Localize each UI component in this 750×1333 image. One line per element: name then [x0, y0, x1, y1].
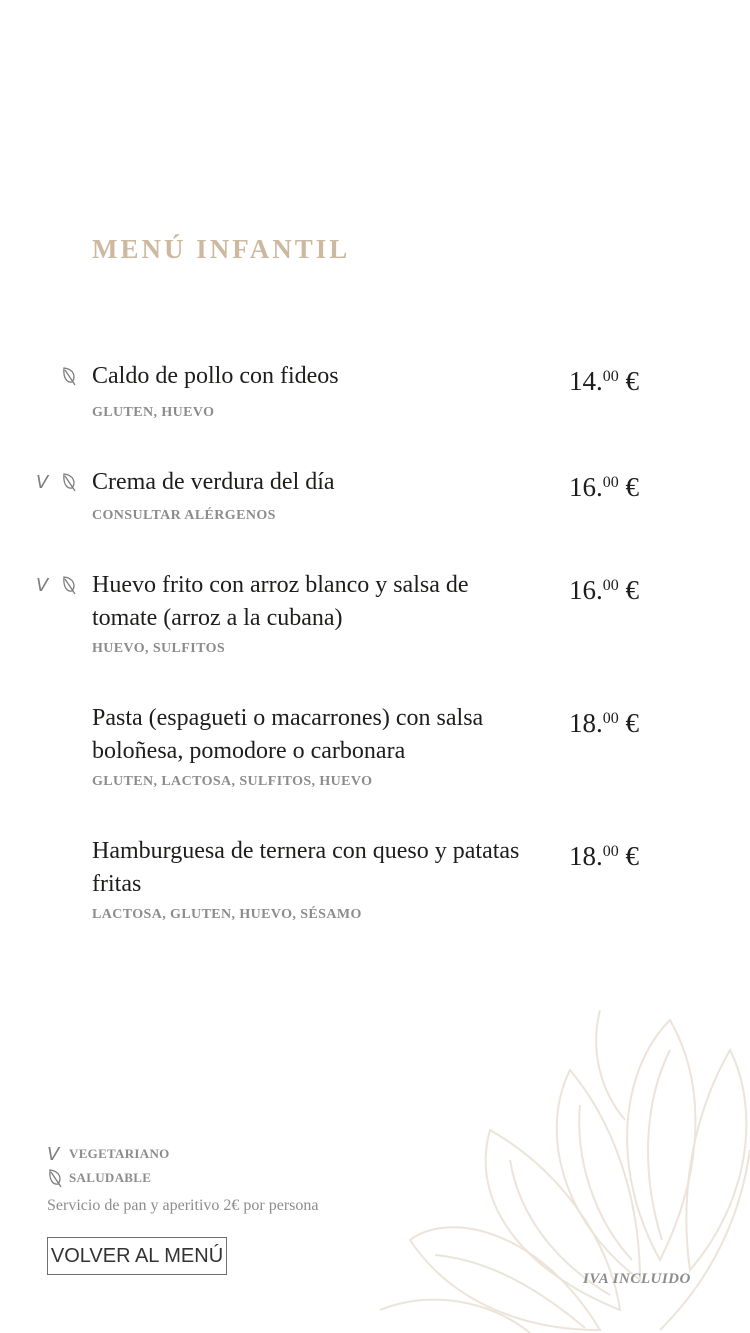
menu-item-name: Pasta (espagueti o macarrones) con salsa boloñesa, pomodore o carbonara	[92, 705, 484, 764]
price-integer: 18.	[569, 708, 603, 738]
page-title: MENÚ INFANTIL	[92, 234, 351, 264]
leaf-icon	[61, 575, 77, 600]
price-decimals: 00	[602, 368, 619, 385]
menu-item-allergens: CONSULTAR ALÉRGENOS	[92, 508, 276, 523]
leaf-icon	[61, 366, 77, 391]
price-currency: €	[618, 472, 639, 502]
menu-item-icons	[36, 366, 86, 390]
bread-service-note: Servicio de pan y aperitivo 2€ por persona	[47, 1197, 319, 1214]
price-currency: €	[618, 575, 639, 605]
back-to-menu-button[interactable]: VOLVER AL MENÚ	[47, 1237, 227, 1275]
legend-vegetarian-label: VEGETARIANO	[69, 1146, 170, 1161]
menu-item-price	[569, 702, 639, 740]
price-currency: €	[618, 841, 639, 871]
price-integer: 18.	[569, 841, 603, 871]
price-currency: €	[618, 708, 639, 738]
price-integer: 14.	[569, 366, 603, 396]
leaf-icon	[47, 1168, 63, 1188]
menu-item-allergens: GLUTEN, LACTOSA, SULFITOS, HUEVO	[92, 774, 373, 789]
price-integer: 16.	[569, 472, 603, 502]
vegetarian-icon: V	[36, 472, 49, 493]
menu-item-allergens: LACTOSA, GLUTEN, HUEVO, SÉSAMO	[92, 907, 362, 922]
menu-item-icons	[36, 575, 86, 599]
price-decimals: 00	[602, 474, 619, 491]
price-decimals: 00	[602, 710, 619, 727]
menu-item-allergens: HUEVO, SULFITOS	[92, 641, 226, 656]
menu-item-price	[569, 569, 639, 607]
lotus-flower-illustration	[370, 1010, 750, 1333]
price-decimals: 00	[602, 843, 619, 860]
legend-healthy-label: SALUDABLE	[69, 1170, 152, 1185]
menu-item-icons	[36, 472, 86, 496]
menu-item-allergens: GLUTEN, HUEVO	[92, 405, 215, 420]
price-decimals: 00	[602, 577, 619, 594]
price-currency: €	[618, 366, 639, 396]
price-integer: 16.	[569, 575, 603, 605]
menu-item-price	[569, 360, 639, 398]
menu-item-price	[569, 835, 639, 873]
menu-item-icons	[36, 841, 86, 865]
menu-item-name: Caldo de pollo con fideos	[92, 363, 339, 389]
vegetarian-icon: V	[47, 1144, 60, 1165]
menu-item-name: Crema de verdura del día	[92, 469, 335, 495]
menu-item-price	[569, 466, 639, 504]
leaf-icon	[61, 472, 77, 497]
vegetarian-icon: V	[36, 575, 49, 596]
menu-item-name: Hamburguesa de ternera con queso y patatas fritas	[92, 838, 520, 897]
menu-item-icons	[36, 708, 86, 732]
tax-included-note: IVA INCLUIDO	[583, 1271, 691, 1287]
menu-item-name: Huevo frito con arroz blanco y salsa de tomate (arroz a la cubana)	[92, 572, 469, 631]
